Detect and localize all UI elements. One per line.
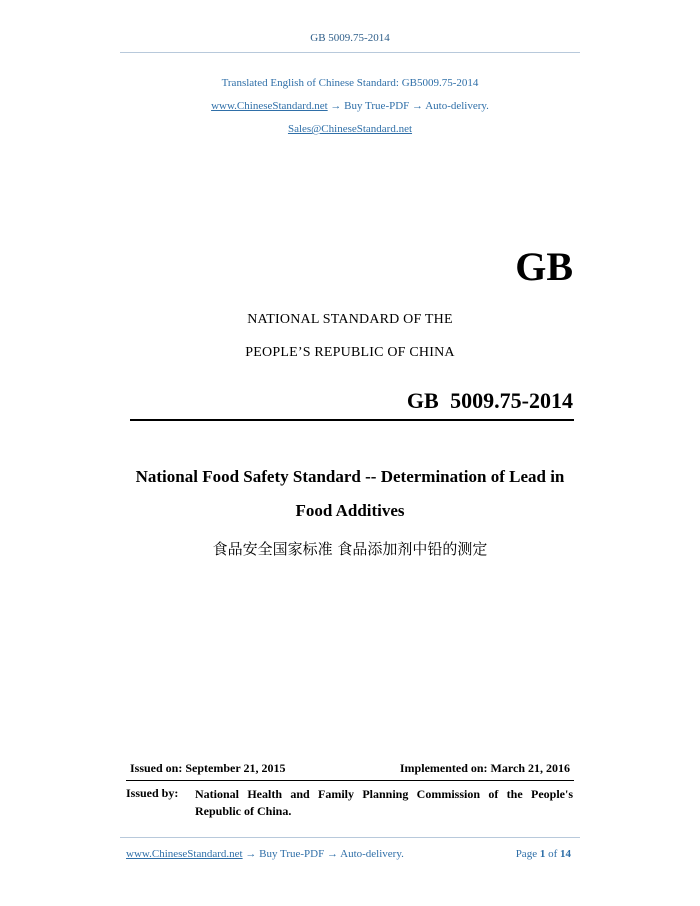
republic-line: PEOPLE’S REPUBLIC OF CHINA	[245, 345, 455, 360]
arrow-icon: →	[245, 848, 257, 860]
auto-delivery-text: Auto-delivery.	[425, 100, 489, 112]
arrow-icon: →	[330, 100, 342, 112]
footer-auto-delivery-text: Auto-delivery.	[340, 848, 404, 860]
site-link[interactable]: www.ChineseStandard.net	[211, 100, 328, 112]
footer-site-link[interactable]: www.ChineseStandard.net	[126, 848, 243, 860]
footer-divider	[120, 837, 580, 838]
header-divider	[120, 52, 580, 53]
page-total: 14	[560, 848, 571, 860]
issued-by-authority: National Health and Family Planning Commission of the People's Republic of China.	[195, 787, 573, 818]
header-links-line	[0, 100, 700, 112]
standard-number: GB 5009.75-2014	[406, 388, 573, 413]
chinese-title: 食品安全国家标准 食品添加剂中铅的测定	[212, 540, 488, 558]
implemented-on-date: Implemented on: March 21, 2016	[399, 761, 570, 775]
dates-divider	[126, 780, 574, 781]
national-standard-line: NATIONAL STANDARD OF THE	[247, 312, 453, 327]
document-title-line2: Food Additives	[295, 501, 405, 520]
page-label: Page	[515, 848, 538, 860]
footer-buy-true-pdf-text: Buy True-PDF	[259, 848, 325, 860]
page-indicator	[516, 848, 571, 860]
translation-notice: Translated English of Chinese Standard: GB5009.75-2014	[221, 77, 479, 89]
issued-by-label: Issued by:	[126, 786, 179, 800]
arrow-icon: →	[412, 100, 424, 112]
email-link[interactable]: Sales@ChineseStandard.net	[287, 123, 413, 135]
buy-true-pdf-text: Buy True-PDF	[344, 100, 410, 112]
running-header-title: GB 5009.75-2014	[310, 32, 390, 44]
page-current: 1	[539, 848, 546, 860]
page-of-label: of	[548, 848, 558, 860]
gb-mark: GB	[515, 244, 573, 289]
email-line	[0, 123, 700, 135]
standard-number-rule	[130, 419, 574, 421]
arrow-icon: →	[326, 848, 338, 860]
document-title-line1: National Food Safety Standard -- Determination of Lead in	[135, 467, 565, 486]
issued-on-date: Issued on: September 21, 2015	[130, 761, 286, 775]
footer-links-line	[126, 848, 404, 860]
